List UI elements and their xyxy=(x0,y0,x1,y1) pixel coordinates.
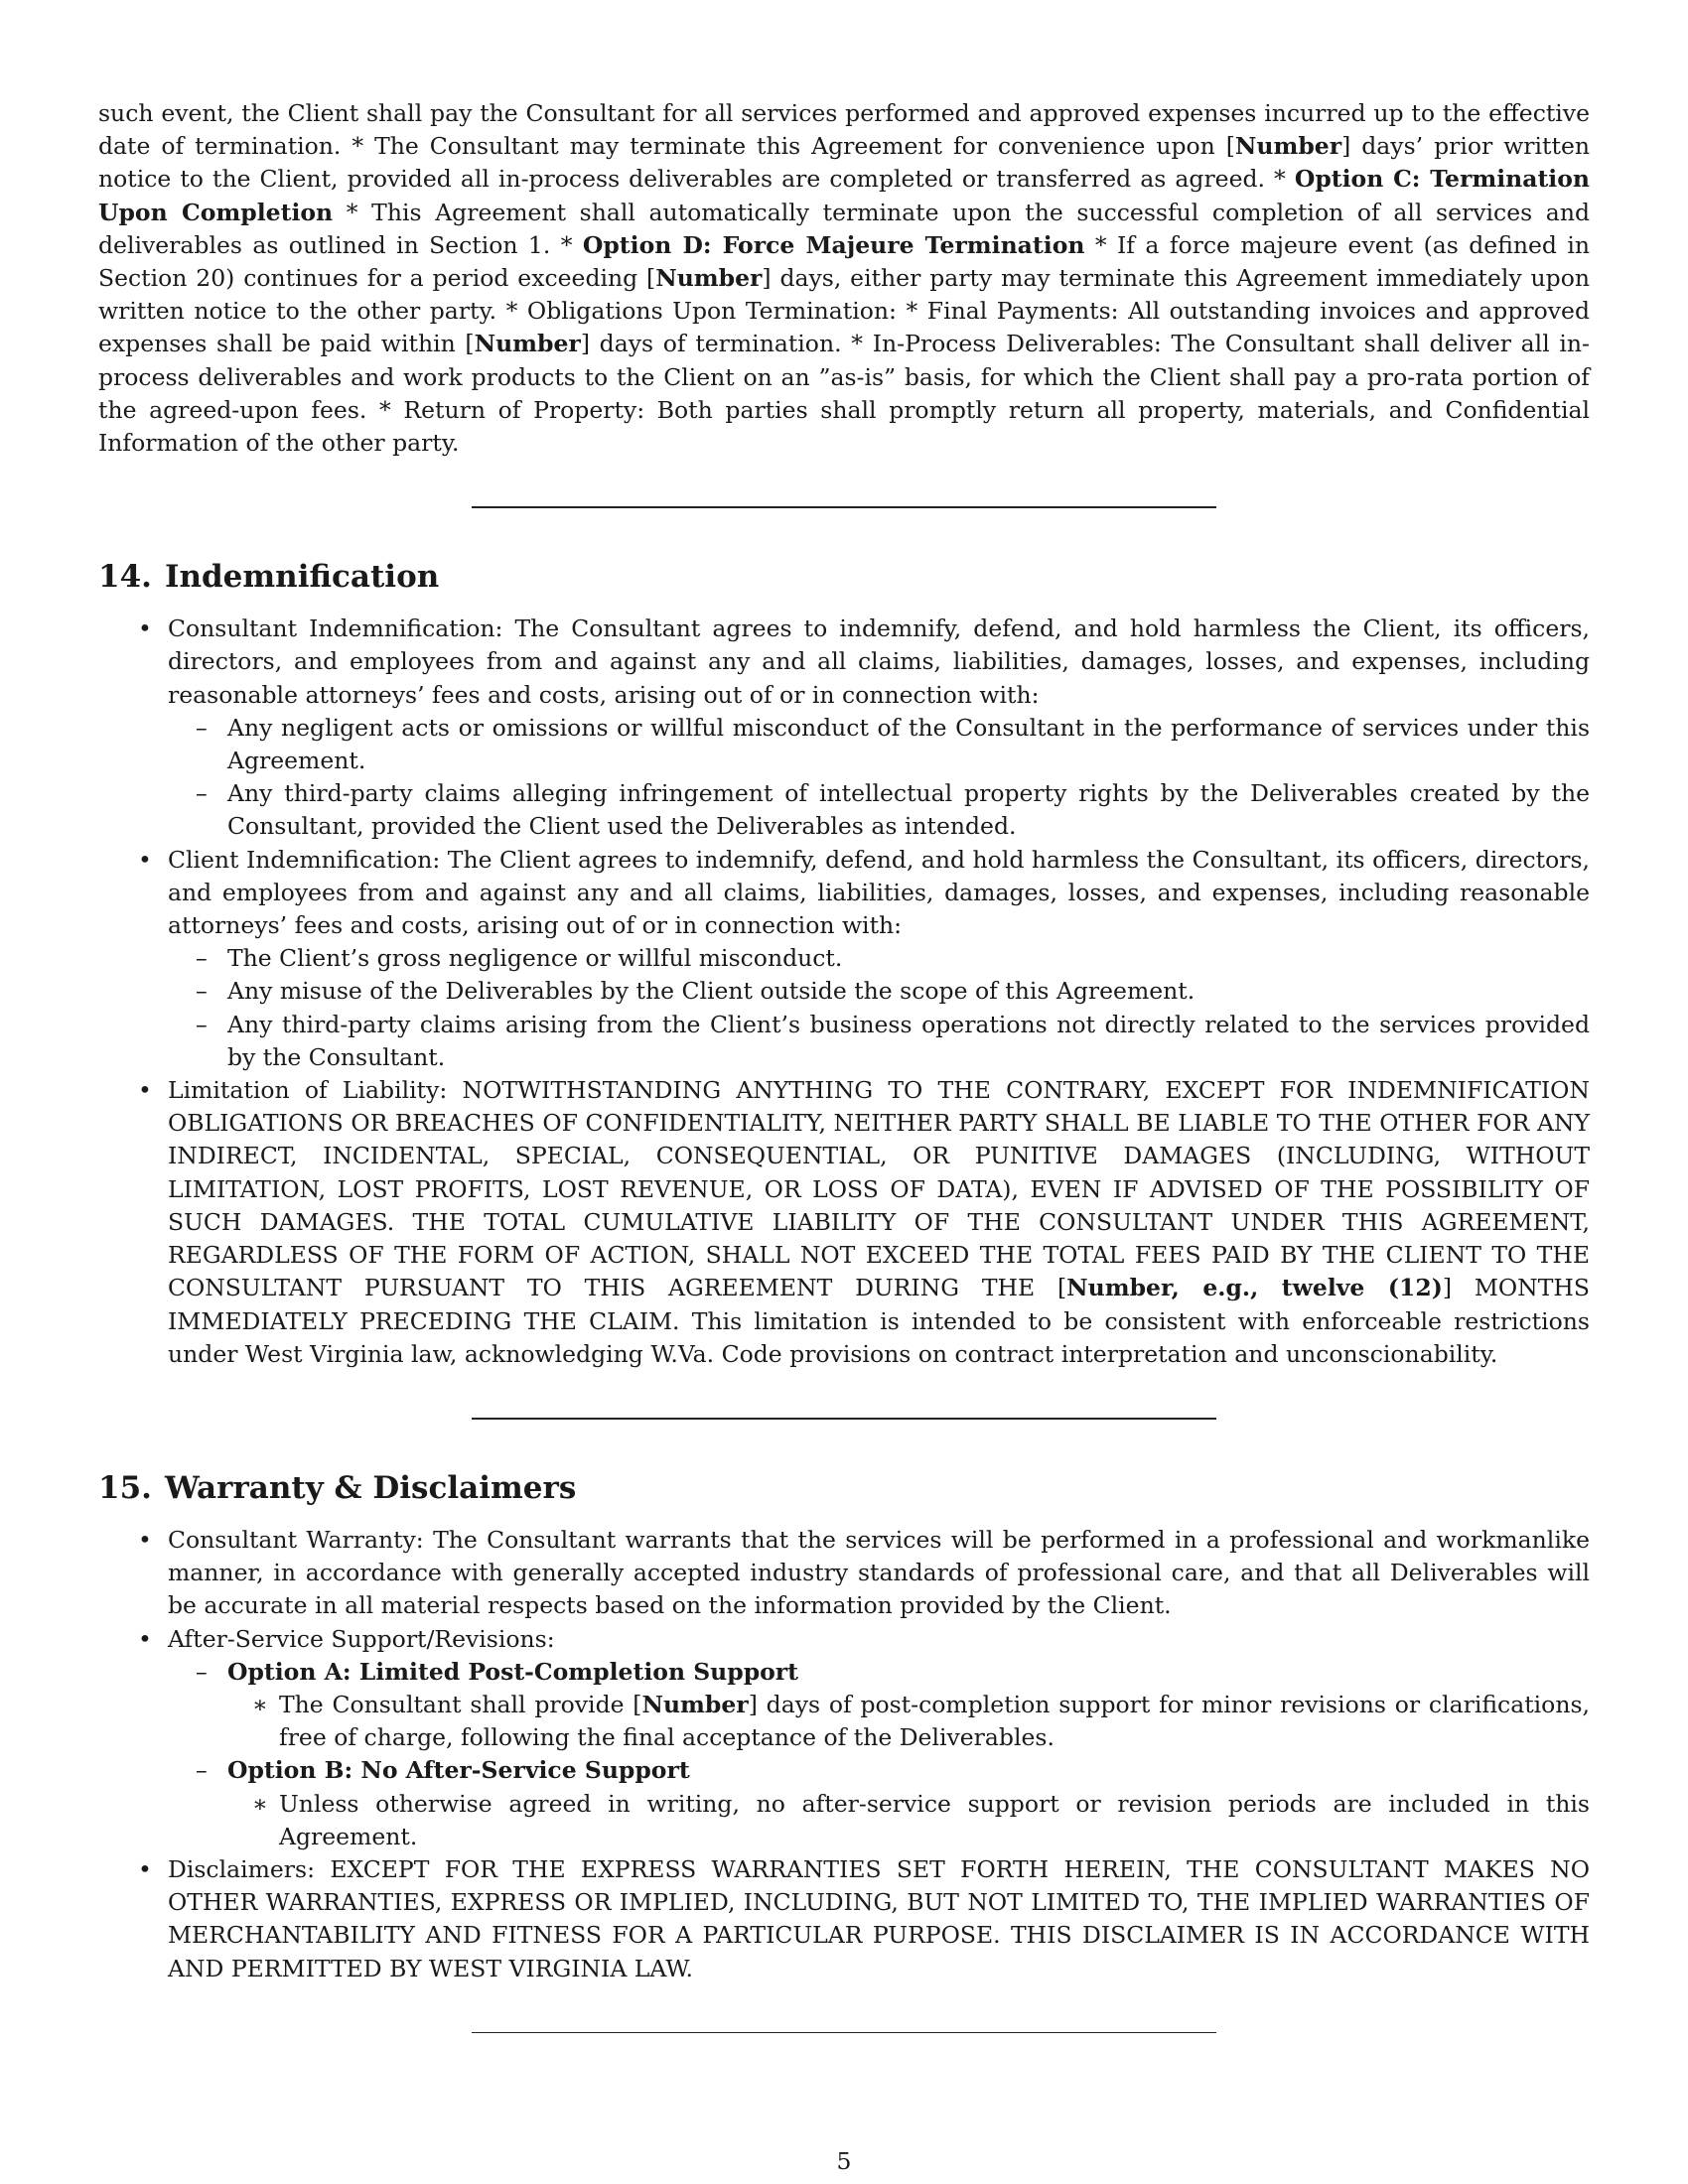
list-item: – Any third-party claims arising from the Client’s business operations not directly related to the services provided by the Consultant. xyxy=(168,1009,1590,1074)
termination-continuation-paragraph: such event, the Client shall pay the Consultant for all services performed and approved expenses incurred up to the effective date of termination. * The Consultant may terminate this Agreement for convenience upon [Number] days’ prior written notice to the Client, provided all in-process deliverables are completed or transferred as agreed. * Option C: Termination Upon Completion * This Agreement shall automatically terminate upon the successful completion of all services and deliverables as outlined in Section 1. * Option D: Force Majeure Termination * If a force majeure event (as defined in Section 20) continues for a period exceeding [Number] days, either party may terminate this Agreement immediately upon written notice to the other party. * Obligations Upon Termination: * Final Payments: All outstanding invoices and approved expenses shall be paid within [Number] days of termination. * In-Process Deliverables: The Consultant shall deliver all in-process deliverables and work products to the Client on an ”as-is” basis, for which the Client shall pay a pro-rata portion of the agreed-upon fees. * Return of Property: Both parties shall promptly return all property, materials, and Confidential Information of the other party. xyxy=(98,99,1591,458)
section-divider xyxy=(472,2032,1216,2033)
section-heading-indemnification: 14. Indemnification xyxy=(98,559,440,596)
list-item-after-service-support: • After-Service Support/Revisions: – Option A: Limited Post-Completion Support ∗ The Consultant shall provide [Number] days of post-completion support for minor revisions or clarifications, free of charge, following the final acceptance of the Deliverables. – Option B: No After-Service Support ∗ Unless otherwise agreed in writing, no after-service support or revision periods are included in this Agreement. xyxy=(98,1623,1590,1853)
list-item-client-indemnification: • Client Indemnification: The Client agrees to indemnify, defend, and hold harmless the Consultant, its officers, directors, and employees from and against any and all claims, liabilities, damages, losses, and expenses, including reasonable attorneys’ fees and costs, arising out of or in connection with: – The Client’s gross negligence or willful misconduct. – Any misuse of the Deliverables by the Client outside the scope of this Agreement. – Any third-party claims arising from the Client’s business operations not directly related to the services provided by the Consultant. xyxy=(98,844,1590,1074)
list-item: ∗ Unless otherwise agreed in writing, no after-service support or revision periods are included in this Agreement. xyxy=(227,1788,1590,1853)
section-divider xyxy=(472,1418,1216,1420)
list-item: – Any misuse of the Deliverables by the Client outside the scope of this Agreement. xyxy=(168,975,1590,1008)
page-number: 5 xyxy=(836,2147,852,2175)
consultant-indemnification-sublist xyxy=(168,712,1590,844)
list-item-consultant-warranty: • Consultant Warranty: The Consultant warrants that the services will be performed in a professional and workmanlike manner, in accordance with generally accepted industry standards of professional care, and that all Deliverables will be accurate in all material respects based on the information provided by the Client. xyxy=(98,1524,1590,1623)
list-item-option-b: – Option B: No After-Service Support ∗ Unless otherwise agreed in writing, no after-service support or revision periods are included in this Agreement. xyxy=(168,1754,1590,1853)
list-item: – The Client’s gross negligence or willful misconduct. xyxy=(168,942,1590,975)
indemnification-list xyxy=(98,613,1590,1371)
document-page xyxy=(98,97,1590,2082)
list-item: – Any third-party claims alleging infringement of intellectual property rights by the Deliverables created by the Consultant, provided the Client used the Deliverables as intended. xyxy=(168,777,1590,843)
list-item-limitation-of-liability: • Limitation of Liability: NOTWITHSTANDING ANYTHING TO THE CONTRARY, EXCEPT FOR INDEMNIFICATION OBLIGATIONS OR BREACHES OF CONFIDENTIALITY, NEITHER PARTY SHALL BE LIABLE TO THE OTHER FOR ANY INDIRECT, INCIDENTAL, SPECIAL, CONSEQUENTIAL, OR PUNITIVE DAMAGES (INCLUDING, WITHOUT LIMITATION, LOST PROFITS, LOST REVENUE, OR LOSS OF DATA), EVEN IF ADVISED OF THE POSSIBILITY OF SUCH DAMAGES. THE TOTAL CUMULATIVE LIABILITY OF THE CONSULTANT UNDER THIS AGREEMENT, REGARDLESS OF THE FORM OF ACTION, SHALL NOT EXCEED THE TOTAL FEES PAID BY THE CLIENT TO THE CONSULTANT PURSUANT TO THIS AGREEMENT DURING THE [Number, e.g., twelve (12)] MONTHS IMMEDIATELY PRECEDING THE CLAIM. This limitation is intended to be consistent with enforceable restrictions under West Virginia law, acknowledging W.Va. Code provisions on contract interpretation and unconscionability. xyxy=(98,1074,1590,1371)
section-divider xyxy=(472,506,1216,508)
section-heading-warranty: 15. Warranty & Disclaimers xyxy=(98,1469,577,1506)
list-item-option-a: – Option A: Limited Post-Completion Support ∗ The Consultant shall provide [Number] days of post-completion support for minor revisions or clarifications, free of charge, following the final acceptance of the Deliverables. xyxy=(168,1656,1590,1755)
list-item: – Any negligent acts or omissions or willful misconduct of the Consultant in the performance of services under this Agreement. xyxy=(168,712,1590,777)
option-a-details xyxy=(227,1689,1590,1754)
option-b-details xyxy=(227,1788,1590,1853)
support-options-sublist xyxy=(168,1656,1590,1853)
list-item-disclaimers: • Disclaimers: EXCEPT FOR THE EXPRESS WARRANTIES SET FORTH HEREIN, THE CONSULTANT MAKES NO OTHER WARRANTIES, EXPRESS OR IMPLIED, INCLUDING, BUT NOT LIMITED TO, THE IMPLIED WARRANTIES OF MERCHANTABILITY AND FITNESS FOR A PARTICULAR PURPOSE. THIS DISCLAIMER IS IN ACCORDANCE WITH AND PERMITTED BY WEST VIRGINIA LAW. xyxy=(98,1853,1590,1985)
list-item-consultant-indemnification: • Consultant Indemnification: The Consultant agrees to indemnify, defend, and hold harmless the Client, its officers, directors, and employees from and against any and all claims, liabilities, damages, losses, and expenses, including reasonable attorneys’ fees and costs, arising out of or in connection with: – Any negligent acts or omissions or willful misconduct of the Consultant in the performance of services under this Agreement. – Any third-party claims alleging infringement of intellectual property rights by the Deliverables created by the Consultant, provided the Client used the Deliverables as intended. xyxy=(98,613,1590,843)
warranty-list xyxy=(98,1524,1590,1985)
client-indemnification-sublist xyxy=(168,942,1590,1074)
list-item: ∗ The Consultant shall provide [Number] days of post-completion support for minor revisions or clarifications, free of charge, following the final acceptance of the Deliverables. xyxy=(227,1689,1590,1754)
